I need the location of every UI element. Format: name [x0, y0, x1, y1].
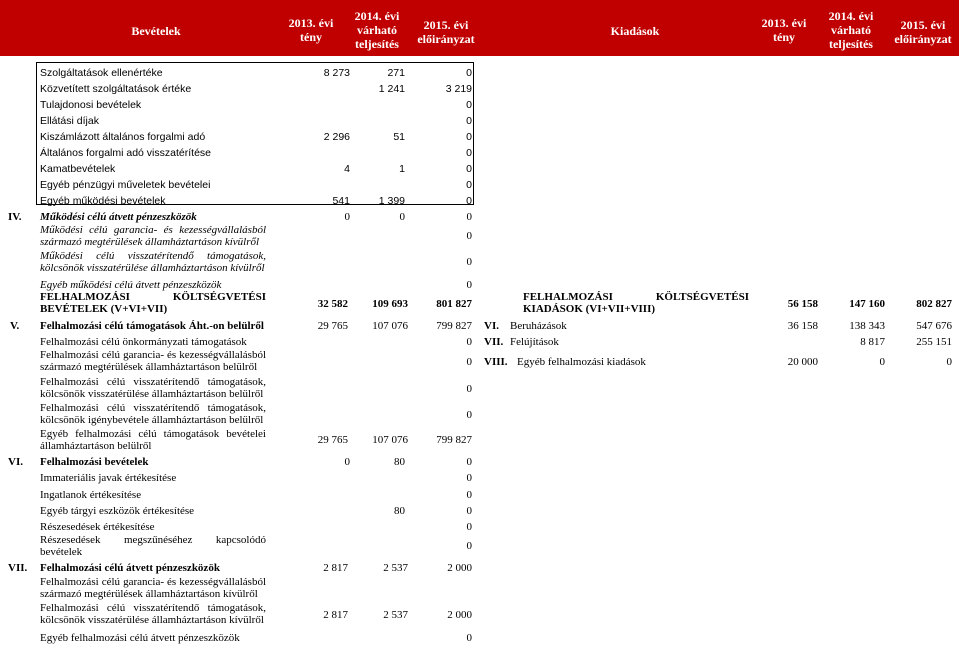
header-revenue-2014: [344, 9, 410, 51]
revenue-total-2014: 109 693: [372, 298, 408, 310]
expense-roman: VII.: [484, 336, 504, 348]
row-value-2013: 2 296: [323, 131, 350, 143]
row-label: Kamatbevételek: [40, 163, 116, 175]
row-value-2015: 2 000: [447, 609, 472, 621]
revenue-total-2015: 801 827: [436, 298, 472, 310]
row-value-2015: 0: [466, 279, 472, 291]
row-value-2015: 0: [466, 99, 472, 111]
header-revenue-2015: [410, 18, 482, 46]
row-label: Ingatlanok értékesítése: [40, 489, 142, 501]
row-label: Egyéb felhalmozási célú átvett pénzeszközök: [40, 632, 240, 644]
row-label: Felhalmozási célú visszatérítendő támogatások, kölcsönök igénybevétele államháztartáson belülről: [40, 402, 266, 426]
section-title: Felhalmozási bevételek: [40, 456, 149, 468]
row-value-2015: 0: [466, 163, 472, 175]
header-text: 2015. évi előirányzat: [417, 18, 475, 46]
expense-label: Egyéb felhalmozási kiadások: [517, 356, 646, 368]
row-label: Részesedések megszűnéséhez kapcsolódó bevételek: [40, 534, 266, 558]
row-value-2014: 1: [399, 163, 405, 175]
header-expense-2015: [888, 18, 958, 46]
expense-value-2015: 547 676: [916, 320, 952, 332]
header-text: 2014. évi várható teljesítés: [828, 9, 874, 51]
row-label: Egyéb felhalmozási célú támogatások bevételei államháztartáson belülről: [40, 428, 266, 452]
row-value-2015: 0: [466, 147, 472, 159]
header-revenue-2013: [278, 16, 344, 44]
row-value-2015: 0: [466, 115, 472, 127]
row-label: Ellátási díjak: [40, 115, 99, 127]
expense-total-2014: 147 160: [849, 298, 885, 310]
header-expense-2014: [818, 9, 884, 51]
row-label: Egyéb működési célú átvett pénzeszközök: [40, 279, 222, 291]
row-label: Kiszámlázott általános forgalmi adó: [40, 131, 206, 143]
row-value-2013: 29 765: [317, 434, 348, 446]
header-revenue-title: Bevételek: [131, 24, 181, 38]
row-value-2014: 107 076: [372, 320, 408, 332]
header-text: 2013. évi tény: [761, 16, 807, 44]
row-value-2015: 799 827: [436, 434, 472, 446]
row-value-2015: 0: [466, 489, 472, 501]
row-value-2015: 0: [466, 472, 472, 484]
row-label: Működési célú garancia- és kezességvállalásból származó megtérülések államháztartáson kívülről: [40, 224, 266, 248]
row-label: Felhalmozási célú önkormányzati támogatások: [40, 336, 247, 348]
row-value-2015: 2 000: [447, 562, 472, 574]
expense-total-label: FELHALMOZÁSI KÖLTSÉGVETÉSI KIADÁSOK (VI+VII+VIII): [523, 291, 749, 315]
row-value-2013: 0: [344, 211, 350, 223]
row-value-2015: 0: [466, 179, 472, 191]
section-title: Működési célú átvett pénzeszközök: [40, 211, 197, 223]
section-roman: IV.: [8, 211, 22, 223]
row-label: Közvetített szolgáltatások értéke: [40, 83, 192, 95]
row-value-2014: 2 537: [383, 609, 408, 621]
row-value-2014: 107 076: [372, 434, 408, 446]
row-value-2015: 0: [466, 632, 472, 644]
row-label: Szolgáltatások ellenértéke: [40, 67, 163, 79]
row-label: Egyéb tárgyi eszközök értékesítése: [40, 505, 195, 517]
row-label: Felhalmozási célú visszatérítendő támogatások, kölcsönök visszatérülése államháztartáson belülről: [40, 376, 266, 400]
expense-value-2015: 255 151: [916, 336, 952, 348]
header-text: 2013. évi tény: [288, 16, 334, 44]
header-text: 2014. évi várható teljesítés: [354, 9, 400, 51]
row-value-2014: 80: [394, 505, 405, 517]
row-value-2015: 0: [466, 336, 472, 348]
row-value-2015: 0: [466, 211, 472, 223]
row-value-2014: 2 537: [383, 562, 408, 574]
row-label: Immateriális javak értékesítése: [40, 472, 177, 484]
row-value-2015: 0: [466, 256, 472, 268]
expense-value-2013: 36 158: [787, 320, 818, 332]
row-value-2013: 0: [344, 456, 350, 468]
row-value-2015: 0: [466, 356, 472, 368]
row-value-2015: 799 827: [436, 320, 472, 332]
row-label: Részesedések értékesítése: [40, 521, 155, 533]
header-expense-title: Kiadások: [610, 24, 660, 38]
row-label: Általános forgalmi adó visszatérítése: [40, 147, 211, 159]
row-value-2013: 541: [332, 195, 350, 207]
row-value-2015: 0: [466, 383, 472, 395]
row-value-2015: 3 219: [445, 83, 472, 95]
row-value-2014: 51: [393, 131, 405, 143]
revenue-total-2013: 32 582: [317, 298, 348, 310]
expense-label: Felújítások: [510, 336, 559, 348]
expense-total-2015: 802 827: [916, 298, 952, 310]
row-value-2014: 271: [387, 67, 405, 79]
row-value-2015: 0: [466, 521, 472, 533]
expense-value-2014: 0: [879, 356, 885, 368]
expense-roman: VI.: [484, 320, 499, 332]
header-text: 2015. évi előirányzat: [894, 18, 952, 46]
row-value-2013: 29 765: [317, 320, 348, 332]
expense-value-2013: 20 000: [787, 356, 818, 368]
row-value-2015: 0: [466, 540, 472, 552]
row-label: Felhalmozási célú garancia- és kezességvállalásból származó megtérülések államháztartáson belülről: [40, 349, 266, 373]
section-title: Felhalmozási célú támogatások Áht.-on belülről: [40, 320, 264, 332]
section-roman: V.: [10, 320, 20, 332]
row-value-2014: 1 241: [378, 83, 405, 95]
row-value-2015: 0: [466, 456, 472, 468]
row-value-2014: 1 399: [378, 195, 405, 207]
row-label: Egyéb pénzügyi műveletek bevételei: [40, 179, 211, 191]
row-value-2014: 80: [394, 456, 405, 468]
header-expense-2013: [752, 16, 816, 44]
row-value-2015: 0: [466, 195, 472, 207]
expense-value-2014: 8 817: [860, 336, 885, 348]
row-value-2013: 4: [344, 163, 350, 175]
expense-total-2013: 56 158: [787, 298, 818, 310]
expense-value-2015: 0: [946, 356, 952, 368]
revenue-total-label: FELHALMOZÁSI KÖLTSÉGVETÉSI BEVÉTELEK (V+VI+VII): [40, 291, 266, 315]
row-value-2015: 0: [466, 67, 472, 79]
row-label: Felhalmozási célú garancia- és kezességvállalásból származó megtérülések államháztartáson kívülről: [40, 576, 266, 600]
row-value-2014: 0: [399, 211, 405, 223]
section-title: Felhalmozási célú átvett pénzeszközök: [40, 562, 220, 574]
row-value-2015: 0: [466, 505, 472, 517]
expense-value-2014: 138 343: [849, 320, 885, 332]
row-value-2013: 8 273: [323, 67, 350, 79]
row-label: Felhalmozási célú visszatérítendő támogatások, kölcsönök visszatérülése államháztartáson kívülről: [40, 602, 266, 626]
row-value-2015: 0: [466, 230, 472, 242]
section-roman: VII.: [8, 562, 28, 574]
row-label: Egyéb működési bevételek: [40, 195, 166, 207]
row-value-2013: 2 817: [323, 562, 348, 574]
row-value-2015: 0: [466, 131, 472, 143]
expense-roman: VIII.: [484, 356, 508, 368]
section-roman: VI.: [8, 456, 23, 468]
row-value-2013: 2 817: [323, 609, 348, 621]
row-label: Működési célú visszatérítendő támogatások, kölcsönök visszatérülése államháztartáson kívülről: [40, 250, 266, 274]
expense-label: Beruházások: [510, 320, 567, 332]
row-value-2015: 0: [466, 409, 472, 421]
table-header: [0, 0, 959, 56]
row-label: Tulajdonosi bevételek: [40, 99, 142, 111]
